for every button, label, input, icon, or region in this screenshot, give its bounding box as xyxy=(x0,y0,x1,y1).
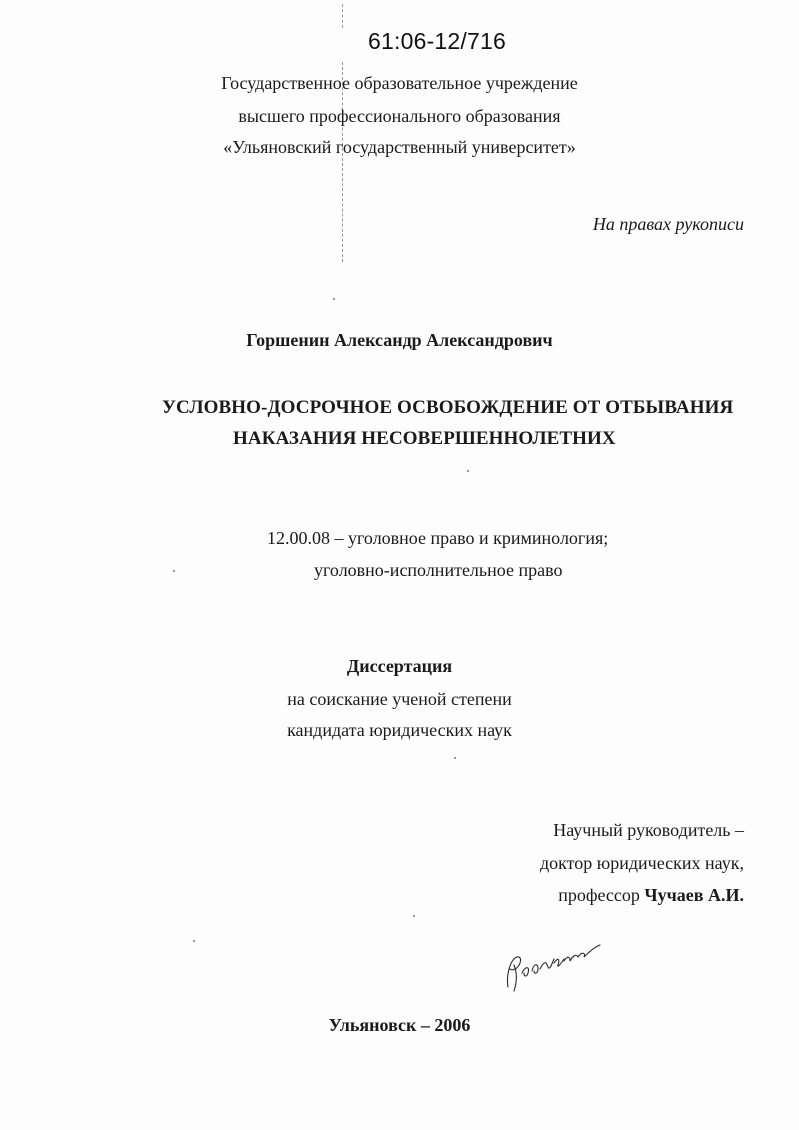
manuscript-note: На правах рукописи xyxy=(592,214,744,234)
scan-speck xyxy=(413,915,415,917)
scan-speck xyxy=(333,298,335,300)
scan-speck xyxy=(454,757,456,759)
institution-line-3: «Ульяновский государственный университет» xyxy=(223,137,576,157)
supervisor-line-1: Научный руководитель – xyxy=(553,820,744,840)
supervisor-line-2: доктор юридических наук, xyxy=(540,853,744,873)
degree-line-2: кандидата юридических наук xyxy=(287,720,512,740)
specialty-line-2: уголовно-исполнительное право xyxy=(314,560,563,580)
institution-line-2: высшего профессионального образования xyxy=(238,106,561,126)
archive-stamp-number: 61:06-12/716 xyxy=(368,28,506,54)
dissertation-heading: Диссертация xyxy=(346,656,453,676)
author-name: Горшенин Александр Александрович xyxy=(246,330,553,350)
degree-line-1: на соискание ученой степени xyxy=(287,689,512,709)
institution-line-1: Государственное образовательное учреждение xyxy=(221,73,578,93)
scan-speck xyxy=(467,470,469,472)
thesis-title-line-1: УСЛОВНО-ДОСРОЧНОЕ ОСВОБОЖДЕНИЕ ОТ ОТБЫВАНИЯ xyxy=(162,397,734,418)
supervisor-line-3 xyxy=(558,885,744,906)
scan-speck xyxy=(173,570,175,572)
handwritten-signature xyxy=(500,935,610,997)
thesis-title-line-2: НАКАЗАНИЯ НЕСОВЕРШЕННОЛЕТНИХ xyxy=(233,428,616,449)
supervisor-title: профессор xyxy=(558,885,640,905)
supervisor-name: Чучаев А.И. xyxy=(644,885,744,905)
city-year: Ульяновск – 2006 xyxy=(328,1015,471,1035)
binding-mark-line xyxy=(342,4,343,28)
scan-speck xyxy=(193,940,195,942)
specialty-line-1: 12.00.08 – уголовное право и криминология; xyxy=(267,528,609,548)
